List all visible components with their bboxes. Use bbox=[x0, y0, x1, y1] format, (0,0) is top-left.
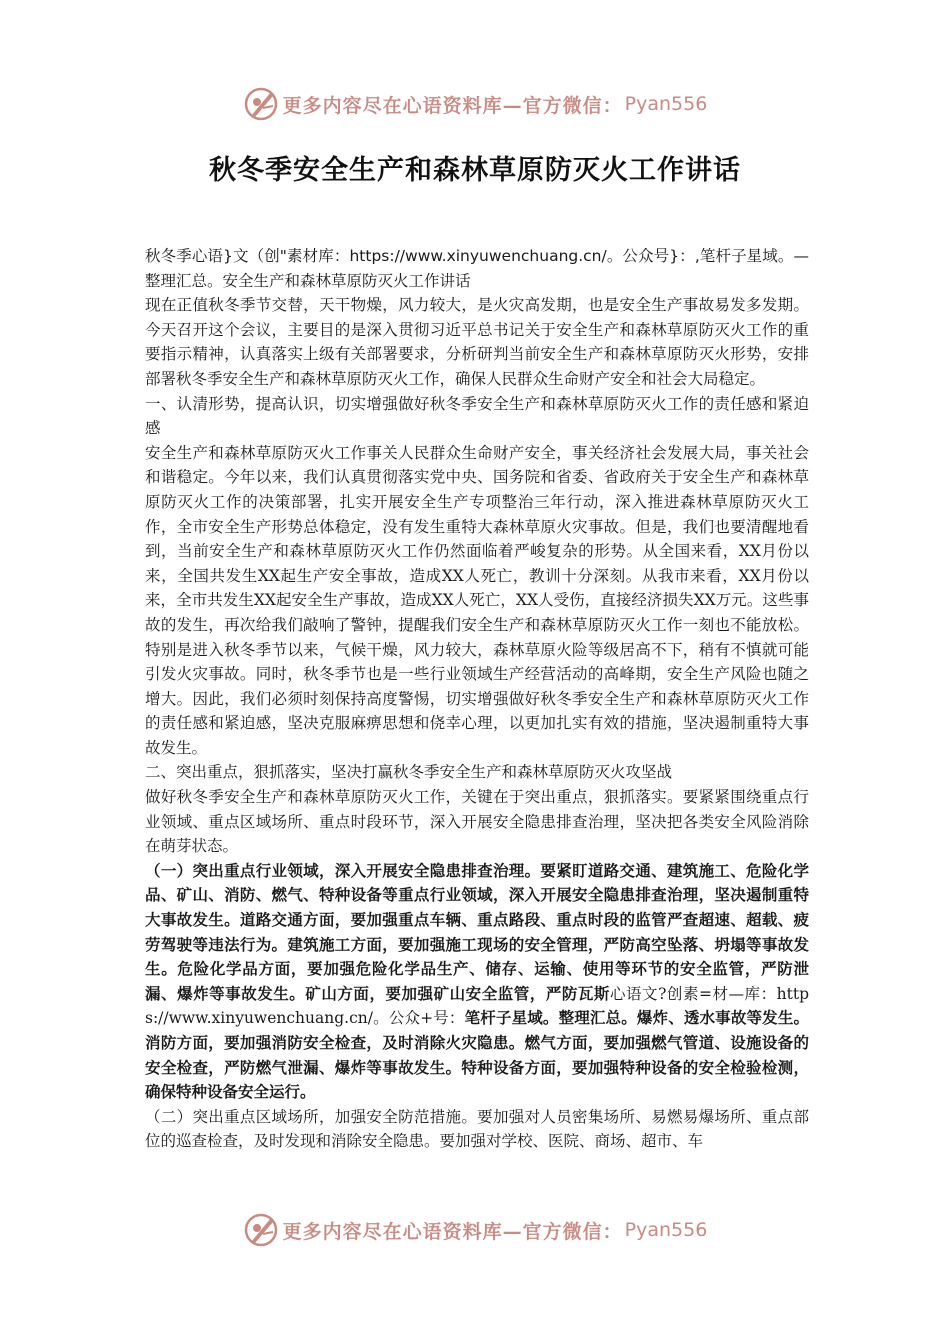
footer-watermark-banner bbox=[0, 1210, 950, 1250]
banner-wechat-id: Pyan556 bbox=[624, 1219, 708, 1241]
banner-text: 更多内容尽在心语资料库—官方微信： bbox=[282, 1220, 623, 1243]
bold-text-part2: 笔杆子星域。整理汇总。爆炸、透水事故等发生。消防方面，要加强消防安全检查，及时消除火灾隐患。燃气方面，要加强燃气管道、设施设备的安全检查，严防燃气泄漏、爆炸等事故发生。特种设备方面，要加强特种设备的安全检验检测，确保特种设备安全运行。 bbox=[145, 1009, 809, 1102]
inline-watermark-text: 心语文?创素=材—库：https://www.xinyuwenchuang.cn/。公众+号： bbox=[145, 984, 809, 1028]
document-title: 秋冬季安全生产和森林草原防灭火工作讲话 bbox=[209, 155, 741, 186]
heading-section-two: 二、突出重点，狠抓落实，坚决打赢秋冬季安全生产和森林草原防灭火攻坚战 bbox=[145, 763, 673, 782]
quill-logo-icon bbox=[243, 1212, 279, 1248]
header-watermark-banner bbox=[0, 84, 950, 124]
paragraph-key-points: 做好秋冬季安全生产和森林草原防灭火工作，关键在于突出重点，狠抓落实。要紧紧围绕重点行业领域、重点区域场所、重点时段环节，深入开展安全隐患排查治理，坚决把各类安全风险消除在萌芽状态。 bbox=[145, 788, 809, 856]
quill-logo-icon bbox=[243, 86, 279, 122]
paragraph-key-areas: （二）突出重点区域场所，加强安全防范措施。要加强对人员密集场所、易燃易爆场所、重点部位的巡查检查，及时发现和消除安全隐患。要加强对学校、医院、商场、超市、车 bbox=[145, 1107, 809, 1151]
banner-text: 更多内容尽在心语资料库—官方微信： bbox=[282, 94, 623, 117]
paragraph-opening: 现在正值秋冬季节交替，天干物燥，风力较大，是火灾高发期，也是安全生产事故易发多发期。今天召开这个会议，主要目的是深入贯彻习近平总书记关于安全生产和森林草原防灭火工作的重要指示精神，认真落实上级有关部署要求，分析研判当前安全生产和森林草原防灭火形势，安排部署秋冬季安全生产和森林草原防灭火工作，确保人民群众生命财产安全和社会大局稳定。 bbox=[145, 296, 809, 388]
paragraph-situation: 安全生产和森林草原防灭火工作事关人民群众生命财产安全，事关经济社会发展大局，事关社会和谐稳定。今年以来，我们认真贯彻落实党中央、国务院和省委、省政府关于安全生产和森林草原防灭火工作的决策部署，扎实开展安全生产专项整治三年行动，深入推进森林草原防灭火工作，全市安全生产形势总体稳定，没有发生重特大森林草原火灾事故。但是，我们也要清醒地看到，当前安全生产和森林草原防灭火工作仍然面临着严峻复杂的形势。从全国来看，XX月份以来，全国共发生XX起生产安全事故，造成XX人死亡，教训十分深刻。从我市来看，XX月份以来，全市共发生XX起安全生产事故，造成XX人死亡，XX人受伤，直接经济损失XX万元。这些事故的发生，再次给我们敲响了警钟，提醒我们安全生产和森林草原防灭火工作一刻也不能放松。特别是进入秋冬季节以来，气候干燥，风力较大，森林草原火险等级居高不下，稍有不慎就可能引发火灾事故。同时，秋冬季节也是一些行业领域生产经营活动的高峰期，安全生产风险也随之增大。因此，我们必须时刻保持高度警惕，切实增强做好秋冬季安全生产和森林草原防灭火工作的责任感和紧迫感，坚决克服麻痹思想和侥幸心理，以更加扎实有效的措施，坚决遏制重特大事故发生。 bbox=[145, 443, 809, 757]
paragraph-key-industries bbox=[145, 859, 809, 1105]
document-body bbox=[145, 244, 809, 1154]
banner-wechat-id: Pyan556 bbox=[624, 93, 708, 115]
intro-paragraph: 秋冬季心语}文（创"素材库：https://www.xinyuwenchuang.cn/。公众号}：,笔杆子星域。—整理汇总。安全生产和森林草原防灭火工作讲话 bbox=[145, 247, 809, 290]
heading-section-one: 一、认清形势，提高认识，切实增强做好秋冬季安全生产和森林草原防灭火工作的责任感和紧迫感 bbox=[145, 394, 809, 438]
bold-text-part1: （一）突出重点行业领域，深入开展安全隐患排查治理。要紧盯道路交通、建筑施工、危险化学品、矿山、消防、燃气、特种设备等重点行业领域，深入开展安全隐患排查治理，坚决遏制重特大事故发生。道路交通方面，要加强重点车辆、重点路段、重点时段的监管严查超速、超载、疲劳驾驶等违法行为。建筑施工方面，要加强施工现场的安全管理，严防高空坠落、坍塌等事故发生。危险化学品方面，要加强危险化学品生产、储存、运输、使用等环节的安全监管，严防泄漏、爆炸等事故发生。矿山方面，要加强矿山安全监管，严防瓦斯 bbox=[145, 861, 809, 1003]
